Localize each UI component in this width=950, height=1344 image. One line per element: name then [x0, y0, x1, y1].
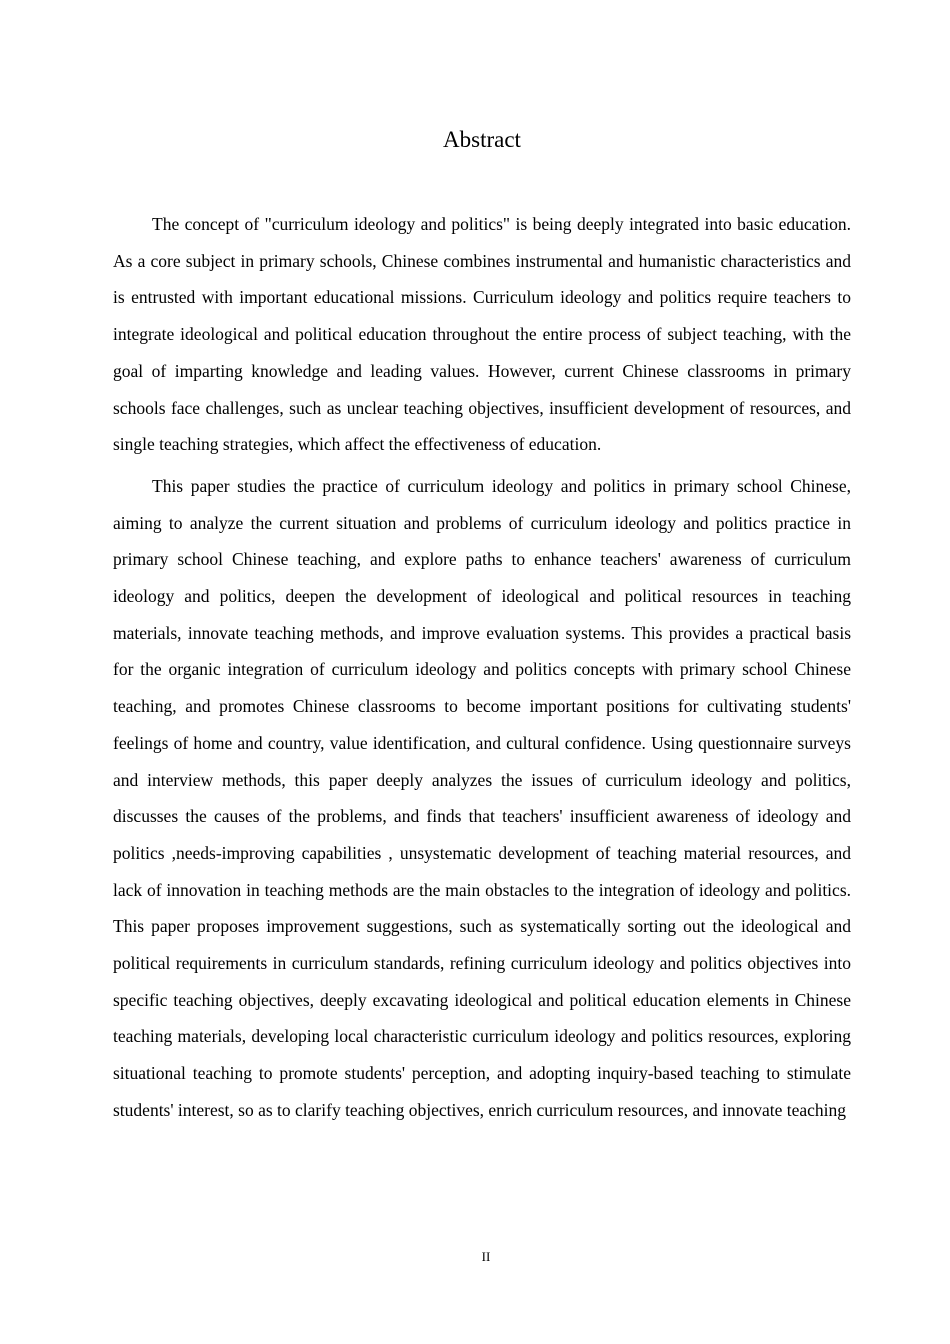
abstract-body	[113, 206, 851, 1129]
abstract-paragraph-1: The concept of "curriculum ideology and politics" is being deeply integrated into basic education. As a core subject in primary schools, Chinese combines instrumental and humanistic characteristics and is entrusted with important educational missions. Curriculum ideology and politics require teachers to integrate ideological and political education throughout the entire process of subject teaching, with the goal of imparting knowledge and leading values. However, current Chinese classrooms in primary schools face challenges, such as unclear teaching objectives, insufficient development of resources, and single teaching strategies, which affect the effectiveness of education.	[113, 214, 851, 455]
abstract-paragraph-2: This paper studies the practice of curriculum ideology and politics in primary school Chinese, aiming to analyze the current situation and problems of curriculum ideology and politics practice in primary school Chinese teaching, and explore paths to enhance teachers' awareness of curriculum ideology and politics, deepen the development of ideological and political resources in teaching materials, innovate teaching methods, and improve evaluation systems. This provides a practical basis for the organic integration of curriculum ideology and politics concepts with primary school Chinese teaching, and promotes Chinese classrooms to become important positions for cultivating students' feelings of home and country, value identification, and cultural confidence. Using questionnaire surveys and interview methods, this paper deeply analyzes the issues of curriculum ideology and politics, discusses the causes of the problems, and finds that teachers' insufficient awareness of ideology and politics ,needs-improving capabilities , unsystematic development of teaching material resources, and lack of innovation in teaching methods are the main obstacles to the integration of ideology and politics. This paper proposes improvement suggestions, such as systematically sorting out the ideological and political requirements in curriculum standards, refining curriculum ideology and politics objectives into specific teaching objectives, deeply excavating ideological and political education elements in Chinese teaching materials, developing local characteristic curriculum ideology and politics resources, exploring situational teaching to promote students' perception, and adopting inquiry-based teaching to stimulate students' interest, so as to clarify teaching objectives, enrich curriculum resources, and innovate teaching	[113, 475, 851, 1120]
abstract-title: Abstract	[443, 127, 521, 152]
page-number: II	[481, 1249, 491, 1264]
